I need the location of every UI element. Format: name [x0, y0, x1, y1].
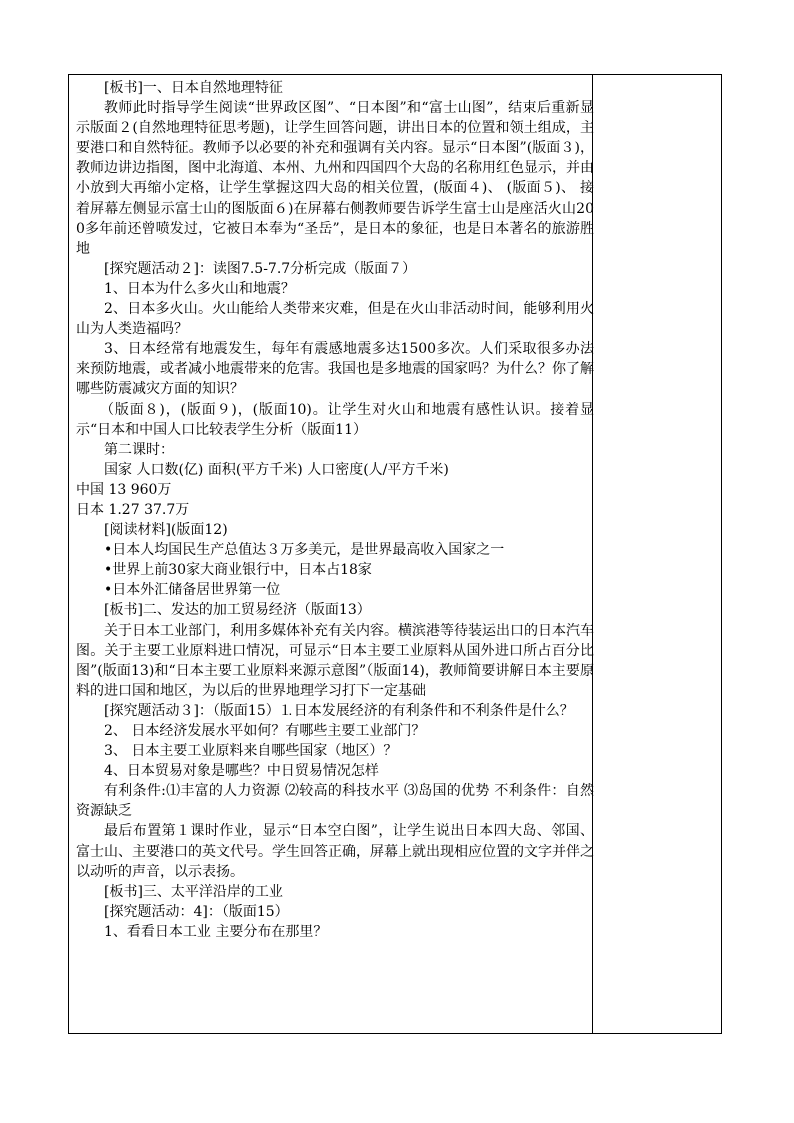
bullet-banks: •世界上前30家大商业银行中，日本占18家 — [104, 562, 372, 579]
question-raw-materials: 3、 日本主要工业原料来自哪些国家（地区）？ — [104, 743, 398, 760]
heading-activity-4: [探究题活动：4]：（版面15） — [104, 903, 289, 920]
paragraph-conditions: 有利条件:⑴丰富的人力资源 ⑵较高的科技水平 ⑶岛国的优势 不利条件：自然资源缺乏 — [76, 783, 594, 820]
question-economy-level: 2、 日本经济发展水平如何？有哪些主要工业部门？ — [104, 723, 426, 739]
heading-activity-3: [探究题活动３]：（版面15）⒈日本发展经济的有利条件和不利条件是什么？ — [104, 702, 574, 719]
question-trade-partners: 4、日本贸易对象是哪些？中日贸易情况怎样 — [104, 763, 379, 780]
population-table-header: 国家 人口数(亿) 面积(平方千米) 人口密度(人/平方千米) — [104, 461, 449, 478]
paragraph-slides-8-10: （版面８)，(版面９)，(版面10)。让学生对火山和地震有感性认识。接着显示“日本和中国人口比较表学生分析（版面11） — [76, 401, 594, 438]
heading-board-1: [板书]一、日本自然地理特征 — [104, 80, 283, 96]
population-row-japan: 日本 1.27 37.7万 — [76, 501, 190, 518]
question-2: 2、日本多火山。火山能给人类带来灾难，但是在火山非活动时间，能够利用火山为人类造福吗？ — [76, 301, 594, 338]
question-industry-distribution: 1、看看日本工业 主要分布在那里？ — [104, 923, 328, 940]
paragraph-industry: 关于日本工业部门，利用多媒体补充有关内容。横滨港等待装运出口的日本汽车图。关于主要工业原料进口情况，可显示“日本主要工业原料从国外进口所占百分比图”(版面13)和“日本主要工业原料来源示意图”（版面14)，教师简要讲解日本主要原料的进口国和地区，为以后的世界地理学习打下一定基础 — [76, 622, 594, 699]
population-row-china: 中国 13 960万 — [76, 481, 172, 498]
heading-activity-2: [探究题活动２]：读图7.5-7.7分析完成（版面７） — [104, 260, 417, 277]
heading-board-2: [板书]二、发达的加工贸易经济（版面13） — [104, 602, 371, 619]
paragraph-natural-features: 教师此时指导学生阅读“世界政区图”、“日本图”和“富士山图”，结束后重新显示版面２(自然地理特征思考题)，让学生回答问题，讲出日本的位置和领土组成，主要港口和自然特征。教师予以必要的补充和强调有关内容。显示“日本图”(版面３)，教师边讲边指图，图中北海道、本州、九州和四国四个大岛的名称用红色显示，并由小放到大再缩小定格，让学生掌握这四大岛的相关位置，(版面４)、 (版面５)、 接着屏幕左侧显示富士山的图版面６)在屏幕右侧教师要告诉学生富士山是座活火山200多年前还曾喷发过，它被日本奉为“圣岳”，是日本的象征，也是日本著名的旅游胜地 — [76, 100, 594, 257]
question-1: 1、日本为什么多火山和地震？ — [104, 280, 295, 297]
bullet-gnp: •日本人均国民生产总值达３万多美元，是世界最高收入国家之一 — [104, 542, 505, 559]
heading-reading-material: [阅读材料](版面12) — [104, 522, 228, 539]
lesson-content — [76, 78, 594, 942]
paragraph-homework: 最后布置第１课时作业，显示“日本空白图”，让学生说出日本四大岛、邻国、富士山、主要港口的英文代号。学生回答正确，屏幕上就出现相应位置的文字并伴之以动听的声音，以示表扬。 — [76, 823, 594, 880]
question-3: 3、日本经常有地震发生，每年有震感地震多达1500多次。人们采取很多办法来预防地震，或者减小地震带来的危害。我国也是多地震的国家吗？为什么？你了解哪些防震减灾方面的知识？ — [76, 341, 594, 398]
heading-board-3: [板书]三、太平洋沿岸的工业 — [104, 883, 283, 900]
heading-second-lesson: 第二课时： — [104, 441, 174, 458]
bullet-reserves: •日本外汇储备居世界第一位 — [104, 582, 281, 599]
